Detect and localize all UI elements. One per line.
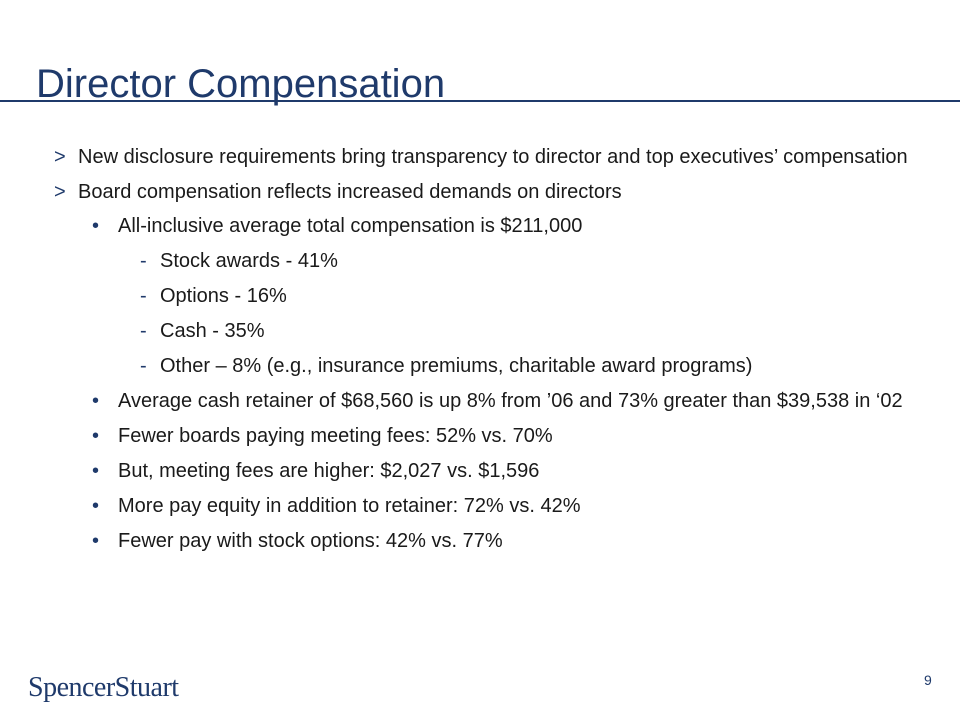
dash-marker-icon: - xyxy=(140,320,147,342)
dot-marker-icon: • xyxy=(92,460,100,482)
dot-marker-icon: • xyxy=(92,530,100,552)
dash-marker-icon: - xyxy=(140,250,147,272)
bullet-level3 xyxy=(140,354,940,378)
page-number: 9 xyxy=(924,672,932,688)
bullet-level2 xyxy=(92,424,938,448)
bullet-level2 xyxy=(92,459,938,483)
bullet-level1 xyxy=(54,145,938,169)
dash-marker-icon: - xyxy=(140,355,147,377)
bullet-level2 xyxy=(92,494,938,518)
brand-logo: SpencerStuart xyxy=(28,672,179,703)
slide-title: Director Compensation xyxy=(36,62,446,106)
bullet-text: Stock awards - 41% xyxy=(160,250,338,272)
bullet-list xyxy=(0,145,960,553)
bullet-text: More pay equity in addition to retainer: 72% vs. 42% xyxy=(118,495,581,517)
bullet-text: Fewer pay with stock options: 42% vs. 77% xyxy=(118,530,503,552)
title-underline xyxy=(0,100,960,102)
bullet-level3 xyxy=(140,249,940,273)
bullet-level3 xyxy=(140,319,940,343)
bullet-level3 xyxy=(140,284,940,308)
dot-marker-icon: • xyxy=(92,390,100,412)
bullet-level2 xyxy=(92,214,938,238)
chevron-marker-icon: > xyxy=(54,181,66,203)
dot-marker-icon: • xyxy=(92,425,100,447)
dash-marker-icon: - xyxy=(140,285,147,307)
bullet-level1 xyxy=(54,180,938,204)
bullet-text: Cash - 35% xyxy=(160,320,265,342)
bullet-text: Average cash retainer of $68,560 is up 8% from ’06 and 73% greater than $39,538 in ‘02 xyxy=(118,390,903,412)
chevron-marker-icon: > xyxy=(54,146,66,168)
bullet-level2 xyxy=(92,389,938,413)
bullet-text: Options - 16% xyxy=(160,285,287,307)
bullet-text: All-inclusive average total compensation is $211,000 xyxy=(118,215,583,237)
bullet-text: Board compensation reflects increased demands on directors xyxy=(78,181,622,203)
bullet-text: But, meeting fees are higher: $2,027 vs. $1,596 xyxy=(118,460,540,482)
bullet-text: Other – 8% (e.g., insurance premiums, charitable award programs) xyxy=(160,355,753,377)
bullet-text: Fewer boards paying meeting fees: 52% vs. 70% xyxy=(118,425,553,447)
dot-marker-icon: • xyxy=(92,495,100,517)
dot-marker-icon: • xyxy=(92,215,100,237)
bullet-level2 xyxy=(92,529,938,553)
bullet-text: New disclosure requirements bring transparency to director and top executives’ compensation xyxy=(78,146,908,168)
